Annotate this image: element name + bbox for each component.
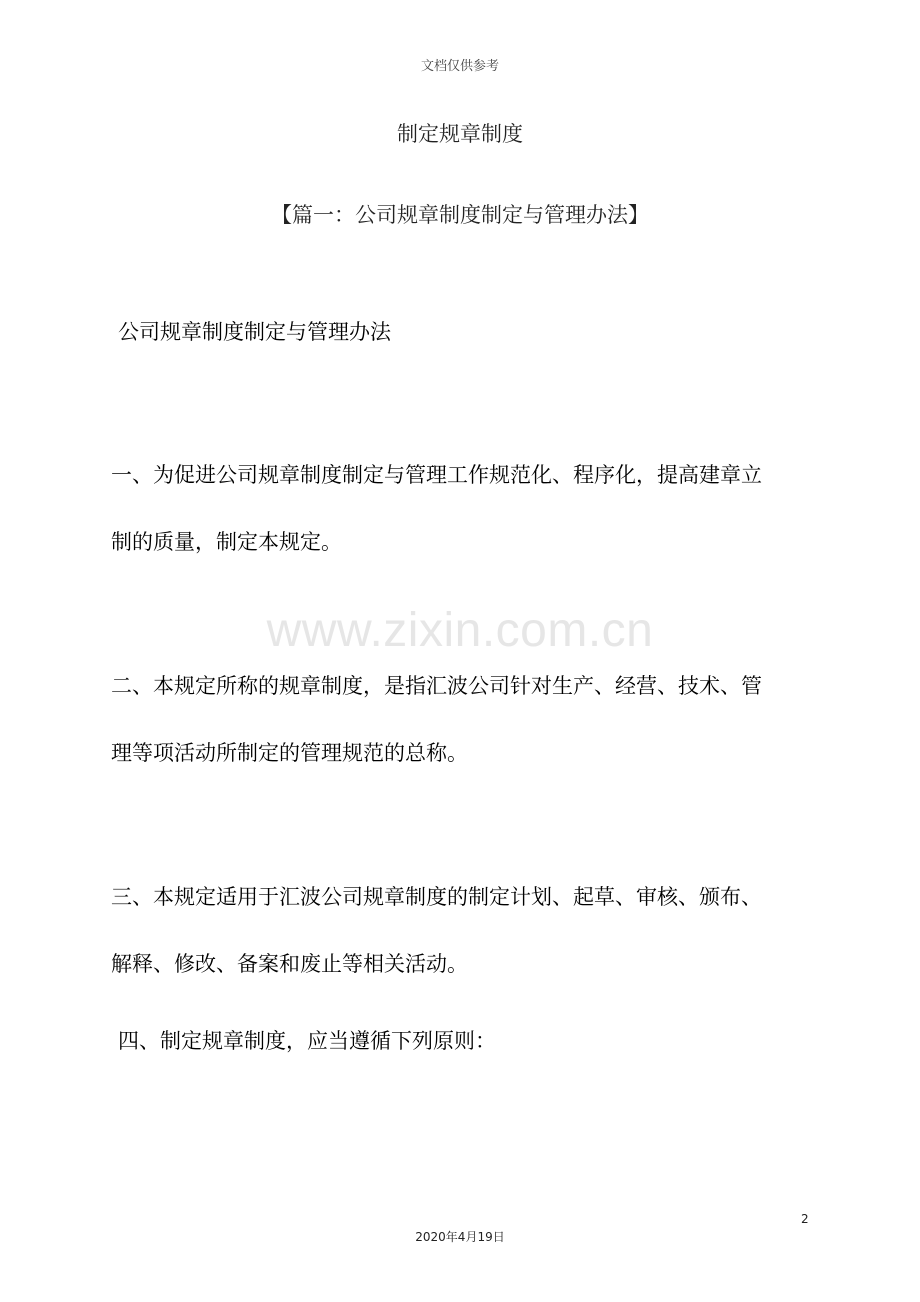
paragraph-line: 解释、修改、备案和废止等相关活动。 — [111, 952, 468, 976]
footer-date: 2020年4月19日 — [415, 1230, 505, 1244]
document-subtitle: 公司规章制度制定与管理办法 — [118, 320, 391, 344]
watermark: www.zixin.com.cn — [266, 604, 654, 657]
paragraph-2 — [111, 653, 811, 787]
paragraph-line: 二、本规定所称的规章制度，是指汇波公司针对生产、经营、技术、管 — [111, 674, 762, 698]
page-number: 2 — [801, 1212, 809, 1226]
paragraph-line: 理等项活动所制定的管理规范的总称。 — [111, 741, 468, 765]
paragraph-line: 四、制定规章制度，应当遵循下列原则： — [118, 1029, 496, 1053]
document-title: 制定规章制度 — [397, 122, 523, 146]
section-heading: 【篇一：公司规章制度制定与管理办法】 — [271, 203, 649, 227]
paragraph-3 — [111, 864, 811, 998]
paragraph-line: 一、为促进公司规章制度制定与管理工作规范化、程序化，提高建章立 — [111, 463, 762, 487]
paragraph-1 — [111, 442, 811, 576]
paragraph-4 — [118, 1008, 818, 1075]
paragraph-line: 三、本规定适用于汇波公司规章制度的制定计划、起草、审核、颁布、 — [111, 885, 762, 909]
header-note: 文档仅供参考 — [420, 59, 499, 74]
paragraph-line: 制的质量，制定本规定。 — [111, 530, 342, 554]
